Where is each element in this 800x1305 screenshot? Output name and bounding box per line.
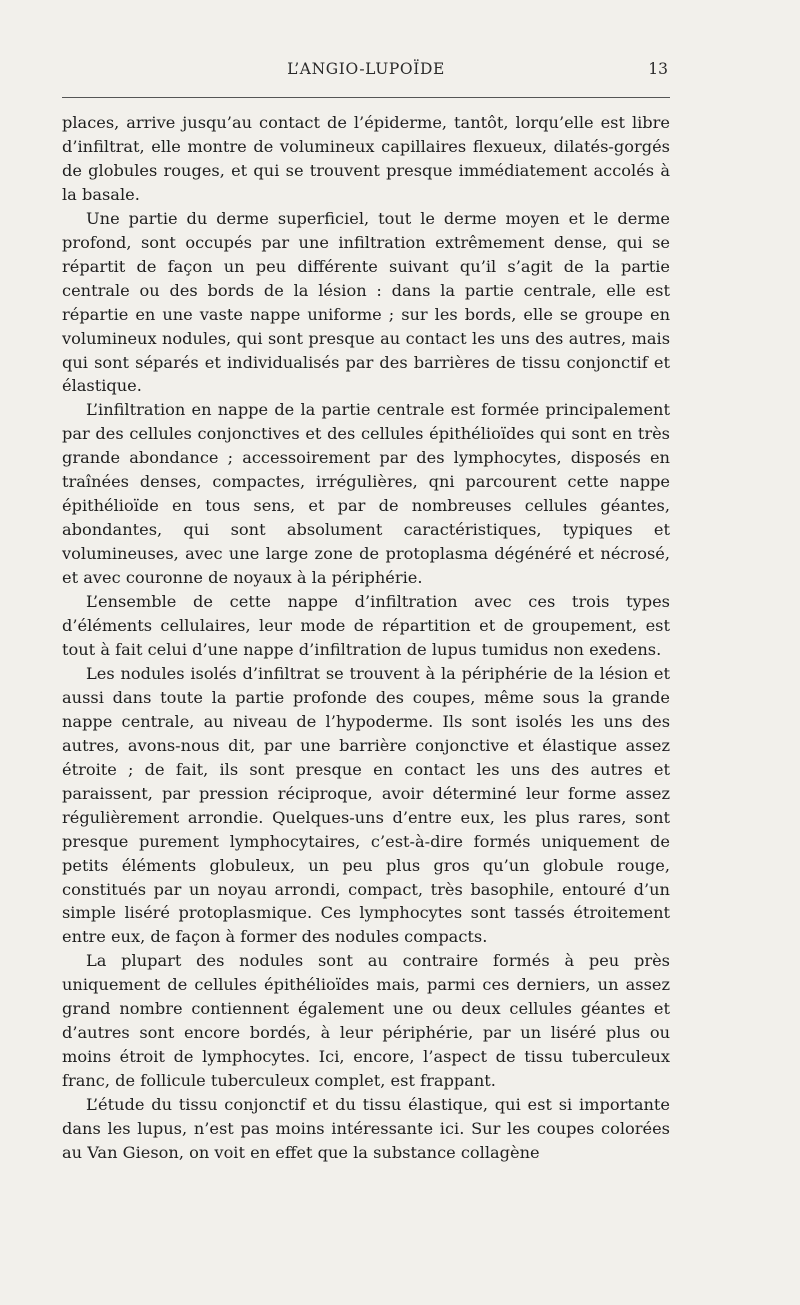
paragraph: L’ensemble de cette nappe d’infiltration avec ces trois types d’éléments cellulaires, leur mode de répartition et de groupement, est tout à fait celui d’une nappe d’infiltration de lupus tumidus non exedens. <box>62 592 670 659</box>
paragraph-continued: places, arrive jusqu’au contact de l’épiderme, tantôt, lorqu’elle est libre d’infiltrat, elle montre de volumineux capillaires flexueux, dilatés-gorgés de globules rouges, et qui se trouvent presque immédiatement accolés à la basale. <box>62 113 670 204</box>
page-header <box>62 60 670 88</box>
paragraph: La plupart des nodules sont au contraire formés à peu près uniquement de cellules épithélioïdes mais, parmi ces derniers, un assez grand nombre contiennent également une ou deux cellules géantes et d’autres sont encore bordés, à leur périphérie, par un liséré plus ou moins étroit de lymphocytes. Ici, encore, l’aspect de tissu tuberculeux franc, de follicule tuberculeux complet, est frappant. <box>62 951 670 1091</box>
paragraph: L’infiltration en nappe de la partie centrale est formée principalement par des cellules conjonctives et des cellules épithélioïdes qui sont en très grande abondance ; accessoirement par des lymphocytes, disposés en traînées denses, compactes, irrégulières, qni parcourent cette nappe épithélioïde en tous sens, et par de nombreuses cellules géantes, abondantes, qui sont absolument caractéristiques, typiques et volumineuses, avec une large zone de protoplasma dégénéré et nécrosé, et avec couronne de noyaux à la périphérie. <box>62 400 670 588</box>
running-title: L’ANGIO-LUPOÏDE <box>287 60 445 78</box>
page-number: 13 <box>648 60 668 78</box>
paragraph-truncated: L’étude du tissu conjonctif et du tissu élastique, qui est si importante dans les lupus, n’est pas moins intéressante ici. Sur les coupes colorées au Van Gieson, on voit en effet que la substance collagène <box>62 1095 670 1162</box>
paragraph: Les nodules isolés d’infiltrat se trouvent à la périphérie de la lésion et aussi dans toute la partie profonde des coupes, même sous la grande nappe centrale, au niveau de l’hypoderme. Ils sont isolés les uns des autres, avons-nous dit, par une barrière conjonctive et élastique assez étroite ; de fait, ils sont presque en contact les uns des autres et paraissent, par pression réciproque, avoir déterminé leur forme assez régulièrement arrondie. Quelques-uns d’entre eux, les plus rares, sont presque purement lymphocytaires, c’est-à-dire formés uniquement de petits éléments globuleux, un peu plus gros qu’un globule rouge, constitués par un noyau arrondi, compact, très basophile, entouré d’un simple liséré protoplasmique. Ces lymphocytes sont tassés étroitement entre eux, de façon à former des nodules compacts. <box>62 663 670 947</box>
header-rule <box>62 97 670 98</box>
paragraph: Une partie du derme superficiel, tout le derme moyen et le derme profond, sont occupés par une infiltration extrêmement dense, qui se répartit de façon un peu différente suivant qu’il s’agit de la partie centrale ou des bords de la lésion : dans la partie centrale, elle est répartie en une vaste nappe uniforme ; sur les bords, elle se groupe en volumineux nodules, qui sont presque au contact les uns des autres, mais qui sont séparés et individualisés par des barrières de tissu conjonctif et élastique. <box>62 208 670 396</box>
body-text <box>62 111 670 1165</box>
